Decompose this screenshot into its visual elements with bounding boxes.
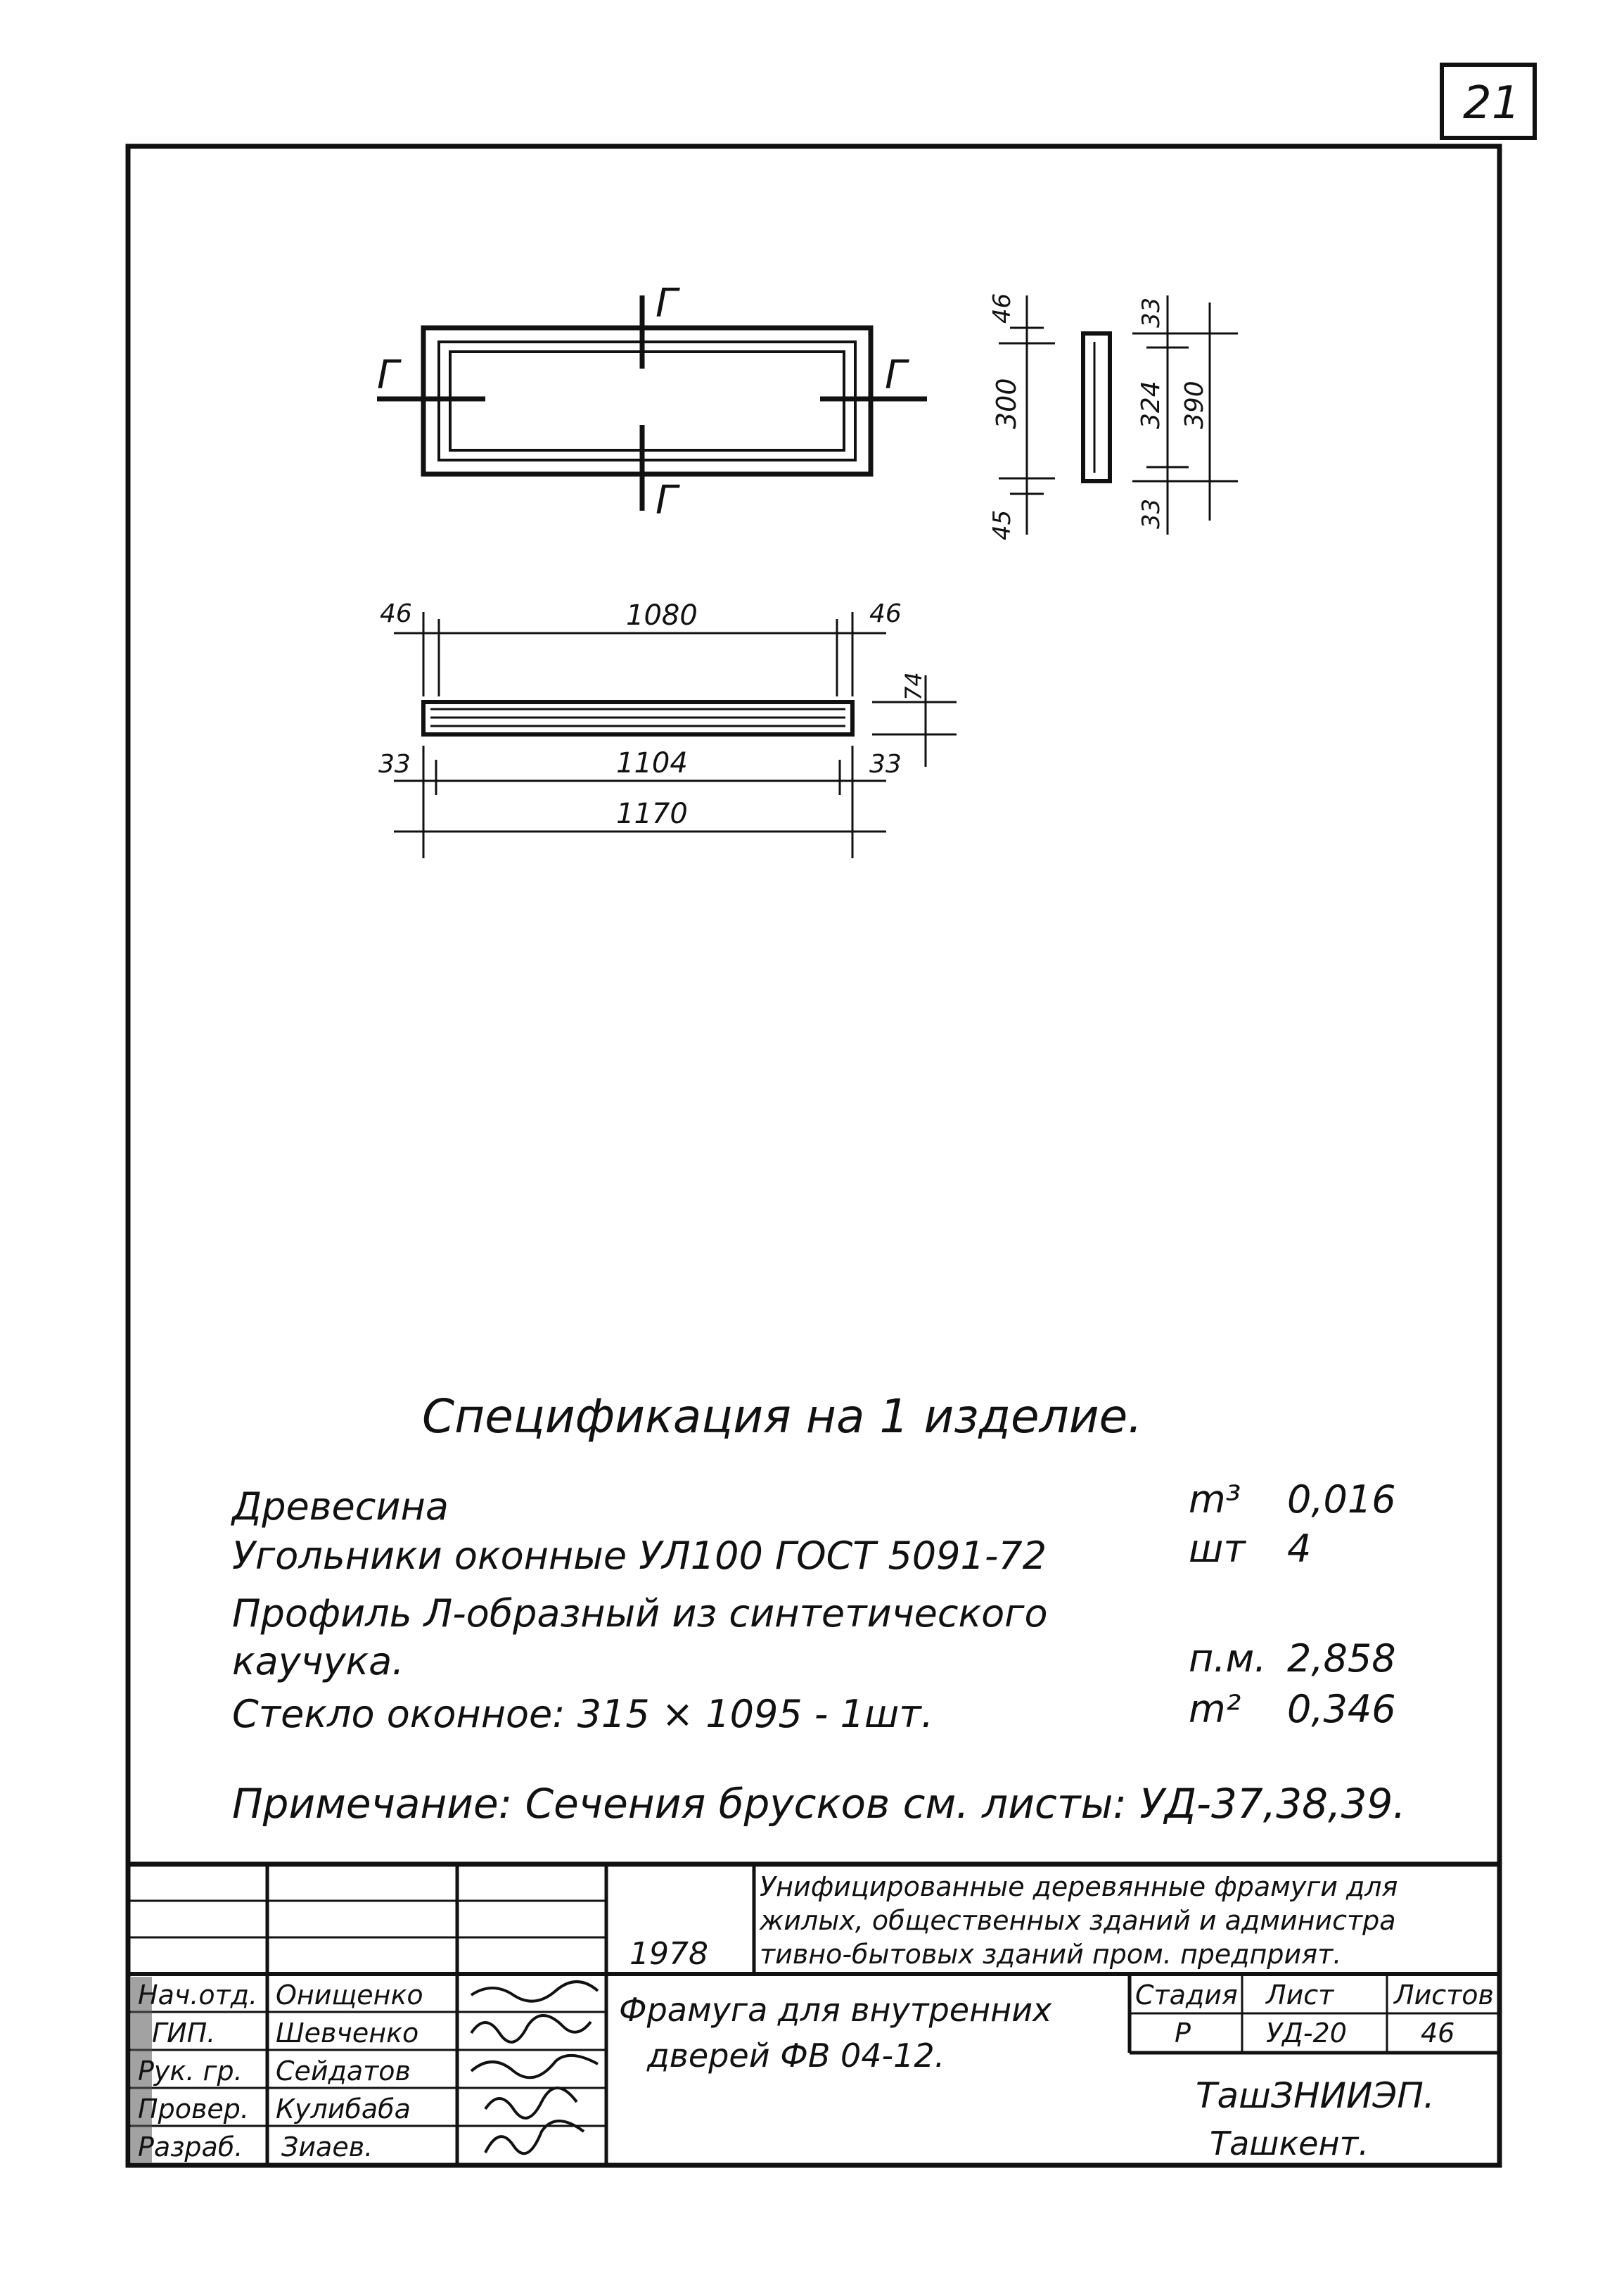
role-name: Зиаев. [281,2132,373,2162]
dim-section-total: 390 [1180,381,1209,429]
role-label: Рук. гр. [138,2056,243,2087]
spec-row-value: 0,346 [1287,1687,1396,1731]
dim-h-right: 46 [869,599,902,628]
dim-plan-v-top: 46 [988,293,1016,324]
dim-section-bot: 33 [1137,498,1165,529]
spec-row-unit: m³ [1189,1477,1241,1522]
long-section [423,702,852,734]
dim-total: 1170 [616,798,688,830]
dim-plan-v-mid: 300 [991,378,1022,429]
drawing-title-line: Фрамуга для внутренних [619,1991,1052,2029]
role-name: Шевченко [276,2018,419,2049]
title-block-year: 1978 [629,1936,708,1972]
section-view [1083,333,1110,481]
stage-label: Стадия [1135,1980,1238,2011]
spec-row-name: Угольники оконные УЛ100 ГОСТ 5091-72 [232,1534,1047,1578]
dim-section-inner: 324 [1137,381,1165,429]
dim-section-top: 33 [1137,297,1165,328]
organization: ТашЗНИИЭП. [1196,2075,1435,2116]
spec-row-value: 2,858 [1287,1636,1396,1681]
plan-view-rect [423,328,871,474]
role-label: Разраб. [138,2132,243,2162]
spec-row-value: 4 [1287,1527,1312,1571]
section-mark-left: Г [377,352,399,398]
role-label: ГИП. [152,2018,216,2049]
spec-row-unit: m² [1189,1687,1241,1731]
dim-plan-v-bot: 45 [988,509,1016,540]
spec-row-name: Профиль Л-образный из синтетического [232,1591,1048,1636]
section-mark-bottom: Г [656,478,678,523]
dim-thickness: 74 [900,672,927,701]
section-mark-top: Г [656,281,678,326]
specification-note: Примечание: Сечения брусков см. листы: УД-37,38,39. [232,1780,1406,1828]
drawing-title-line: дверей ФВ 04-12. [647,2037,945,2075]
signatures [471,1982,598,2153]
role-name: Онищенко [276,1980,423,2011]
sheets-label: Листов [1394,1980,1494,2011]
dim-h-mid: 1080 [626,599,698,632]
role-label: Провер. [138,2094,249,2124]
dim-h-left: 46 [380,599,412,628]
spec-row-unit: п.м. [1189,1636,1267,1681]
sheet-label: Лист [1266,1980,1334,2011]
sheet-number: 21 [1463,77,1521,129]
spec-row-name: Древесина [232,1484,449,1529]
spec-row-value: 0,016 [1287,1477,1396,1522]
sheet-value: УД-20 [1266,2018,1347,2049]
dim-h2-mid: 1104 [616,747,688,779]
section-mark-right: Г [885,352,907,398]
sheets-value: 46 [1421,2018,1455,2049]
project-title-line: тивно-бытовых зданий пром. предприят. [760,1939,1342,1970]
city: Ташкент. [1210,2124,1369,2162]
role-name: Сейдатов [276,2056,411,2087]
spec-row-name: каучука. [232,1639,404,1683]
stage-value: Р [1175,2018,1191,2049]
project-title-line: Унифицированные деревянные фрамуги для [760,1871,1398,1902]
specification-title: Спецификация на 1 изделие. [422,1389,1143,1444]
role-label: Нач.отд. [138,1980,258,2011]
spec-row-unit: шт [1189,1527,1246,1571]
dim-h2-right: 33 [869,750,902,779]
dim-h2-left: 33 [378,750,411,779]
project-title-line: жилых, общественных зданий и администра [760,1905,1396,1936]
role-name: Кулибаба [276,2094,411,2124]
spec-row-name: Стекло оконное: 315 × 1095 - 1шт. [232,1692,933,1736]
